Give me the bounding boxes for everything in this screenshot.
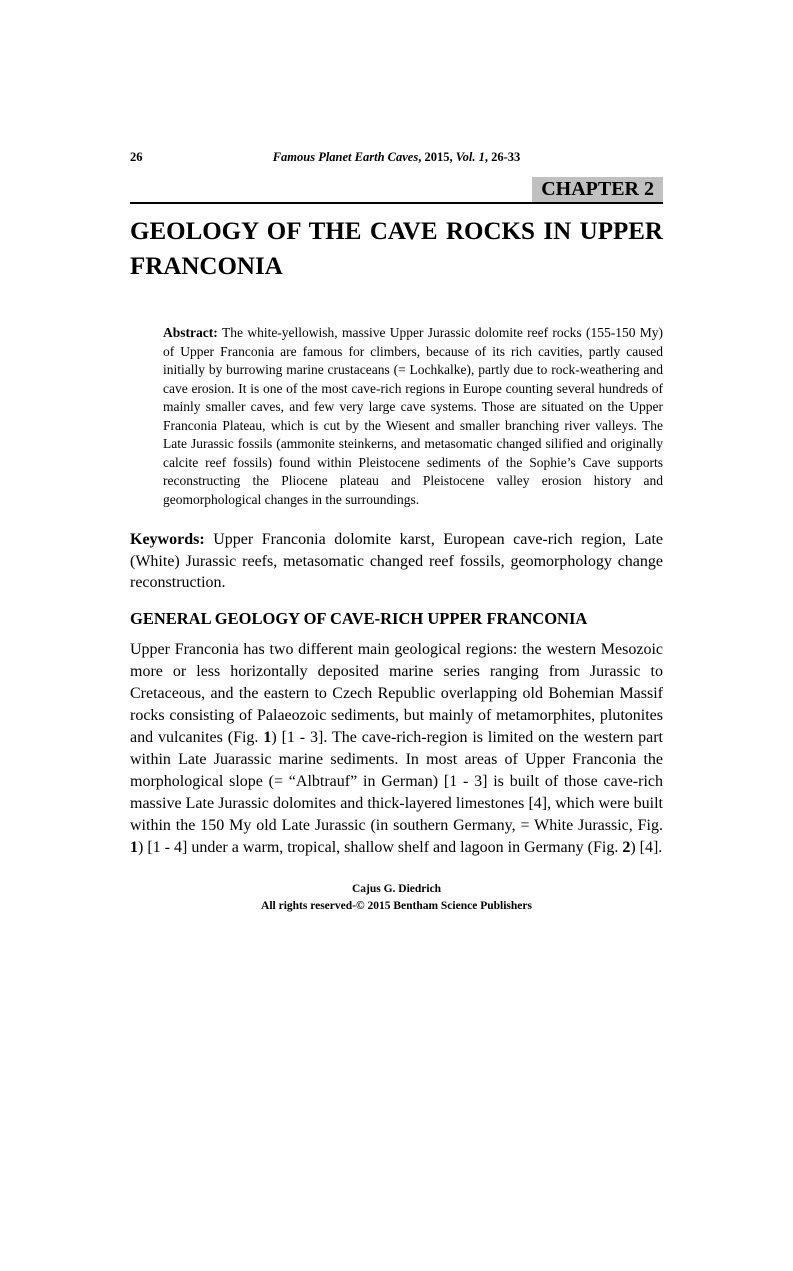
- keywords-paragraph: Keywords: Upper Franconia dolomite karst, European cave-rich region, Late (White) Jurassic reefs, metasomatic changed reef fossils, geomorphology change reconstruction.: [130, 531, 664, 591]
- body-paragraph: Upper Franconia has two different main geological regions: the western Mesozoic more or less horizontally deposited marine series ranging from Jurassic to Cretaceous, and the eastern to Czech Republic overlapping old Bohemian Massif rocks consisting of Palaeozoic sediments, but mainly of metamorphites, plutonites and vulcanites (Fig. 1) [1 - 3]. The cave-rich-region is limited on the western part within Late Juarassic marine sediments. In most areas of Upper Franconia the morphological slope (= “Albtrauf” in German) [1 - 3] is built of those cave-rich massive Late Jurassic dolomites and thick-layered limestones [4], which were built within the 150 My old Late Jurassic (in southern Germany, = White Jurassic, Fig. 1) [1 - 4] under a warm, tropical, shallow shelf and lagoon in Germany (Fig. 2) [4].: [130, 640, 664, 856]
- footer-author: Cajus G. Diedrich: [351, 882, 442, 895]
- abstract-paragraph: Abstract: The white-yellowish, massive Upper Jurassic dolomite reef rocks (155-150 My) of Upper Franconia are famous for climbers, because of its rich cavities, partly caused initially by burrowing marine crustaceans (= Lochkalke), partly due to rock-weathering and cave erosion. It is one of the most cave-rich regions in Europe counting several hundreds of mainly smaller caves, and few very large cave systems. Those are situated on the Upper Franconia Plateau, which is cut by the Wiesent and smaller branching river valleys. The Late Jurassic fossils (ammonite steinkerns, and metasomatic changed silified and originally calcite reef fossils) found within Pleistocene sediments of the Sophie’s Cave supports reconstructing the Pliocene plateau and Pleistocene valley erosion history and geomorphological changes in the surroundings.: [163, 325, 663, 507]
- footer-copyright: All rights reserved-© 2015 Bentham Science Publishers: [261, 899, 532, 912]
- chapter-badge: CHAPTER 2: [532, 177, 663, 202]
- section-heading: GENERAL GEOLOGY OF CAVE-RICH UPPER FRANCONIA: [130, 608, 588, 628]
- running-citation: Famous Planet Earth Caves, 2015, Vol. 1, 26-33: [272, 150, 521, 164]
- chapter-badge-row: [130, 177, 663, 204]
- page-content: [130, 149, 663, 915]
- chapter-title: GEOLOGY OF THE CAVE ROCKS IN UPPER FRANCONIA: [130, 218, 663, 280]
- running-header: [130, 149, 663, 165]
- page-number: 26: [130, 150, 143, 164]
- page-footer: [130, 881, 663, 915]
- document-page: [0, 149, 793, 1271]
